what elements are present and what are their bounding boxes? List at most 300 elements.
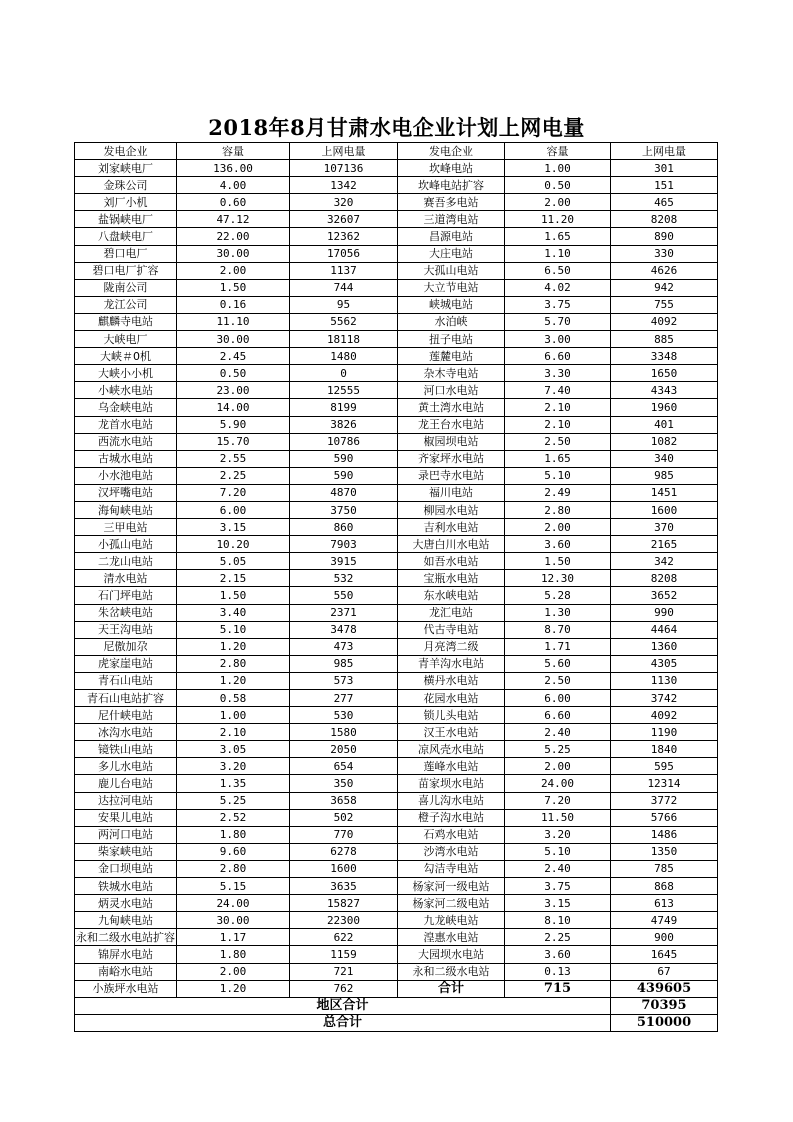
company-cell: 炳灵水电站 xyxy=(75,895,177,912)
capacity-cell: 7.20 xyxy=(177,484,290,501)
company-cell: 杨家河一级电站 xyxy=(398,878,505,895)
energy-cell: 3915 xyxy=(290,553,398,570)
capacity-cell: 4.02 xyxy=(505,279,611,296)
energy-cell: 12555 xyxy=(290,382,398,399)
energy-cell: 1580 xyxy=(290,724,398,741)
capacity-cell: 12.30 xyxy=(505,570,611,587)
company-cell: 莲峰水电站 xyxy=(398,758,505,775)
energy-cell: 1159 xyxy=(290,946,398,963)
company-cell: 凉风壳水电站 xyxy=(398,741,505,758)
company-cell: 花园水电站 xyxy=(398,690,505,707)
energy-cell: 340 xyxy=(611,450,718,467)
table-row xyxy=(75,775,718,792)
col-header-energy-1: 上网电量 xyxy=(290,143,398,160)
energy-cell: 721 xyxy=(290,963,398,980)
energy-cell: 107136 xyxy=(290,160,398,177)
energy-cell: 1190 xyxy=(611,724,718,741)
energy-cell: 330 xyxy=(611,245,718,262)
capacity-cell: 2.25 xyxy=(177,467,290,484)
capacity-cell: 2.52 xyxy=(177,809,290,826)
table-row xyxy=(75,279,718,296)
company-cell: 莲麓电站 xyxy=(398,348,505,365)
company-cell: 陇南公司 xyxy=(75,279,177,296)
company-cell: 如吾水电站 xyxy=(398,553,505,570)
energy-cell: 1350 xyxy=(611,843,718,860)
energy-cell: 573 xyxy=(290,672,398,689)
energy-cell: 5562 xyxy=(290,313,398,330)
capacity-cell: 0.58 xyxy=(177,690,290,707)
col-header-capacity-2: 容量 xyxy=(505,143,611,160)
capacity-cell: 30.00 xyxy=(177,331,290,348)
company-cell: 小族坪水电站 xyxy=(75,980,177,997)
energy-cell: 530 xyxy=(290,707,398,724)
capacity-cell: 136.00 xyxy=(177,160,290,177)
energy-cell: 590 xyxy=(290,450,398,467)
capacity-cell: 3.15 xyxy=(505,895,611,912)
table-row xyxy=(75,365,718,382)
energy-cell: 4626 xyxy=(611,262,718,279)
company-cell: 刘家峡电厂 xyxy=(75,160,177,177)
energy-cell: 1960 xyxy=(611,399,718,416)
table-row xyxy=(75,433,718,450)
table-row xyxy=(75,177,718,194)
capacity-cell: 23.00 xyxy=(177,382,290,399)
capacity-cell: 1.71 xyxy=(505,638,611,655)
company-cell: 月亮湾二级 xyxy=(398,638,505,655)
energy-cell: 3742 xyxy=(611,690,718,707)
energy-cell: 985 xyxy=(290,655,398,672)
table-row xyxy=(75,690,718,707)
energy-cell: 942 xyxy=(611,279,718,296)
company-cell: 录巴寺水电站 xyxy=(398,467,505,484)
table-row xyxy=(75,963,718,980)
energy-cell: 3772 xyxy=(611,792,718,809)
company-cell: 金口坝电站 xyxy=(75,860,177,877)
energy-cell: 1480 xyxy=(290,348,398,365)
energy-cell: 465 xyxy=(611,194,718,211)
table-row xyxy=(75,570,718,587)
capacity-cell: 1.20 xyxy=(177,980,290,997)
company-cell: 南峪水电站 xyxy=(75,963,177,980)
table-row xyxy=(75,313,718,330)
capacity-cell: 1.50 xyxy=(177,587,290,604)
energy-cell: 32607 xyxy=(290,211,398,228)
company-cell: 吉利水电站 xyxy=(398,519,505,536)
capacity-cell: 2.00 xyxy=(505,758,611,775)
energy-cell: 320 xyxy=(290,194,398,211)
capacity-cell: 5.70 xyxy=(505,313,611,330)
region-total-row-value: 70395 xyxy=(611,997,718,1014)
capacity-cell: 1.65 xyxy=(505,228,611,245)
table-row xyxy=(75,399,718,416)
company-cell: 海甸峡电站 xyxy=(75,501,177,518)
capacity-cell: 6.60 xyxy=(505,348,611,365)
energy-cell: 622 xyxy=(290,929,398,946)
company-cell: 古城水电站 xyxy=(75,450,177,467)
company-cell: 盐锅峡电厂 xyxy=(75,211,177,228)
col-header-company-1: 发电企业 xyxy=(75,143,177,160)
capacity-cell: 6.00 xyxy=(177,501,290,518)
company-cell: 齐家坪水电站 xyxy=(398,450,505,467)
table-row xyxy=(75,843,718,860)
table-row xyxy=(75,741,718,758)
energy-cell: 1342 xyxy=(290,177,398,194)
company-cell: 扭子电站 xyxy=(398,331,505,348)
energy-cell: 12362 xyxy=(290,228,398,245)
company-cell: 椒园坝电站 xyxy=(398,433,505,450)
company-cell: 橙子沟水电站 xyxy=(398,809,505,826)
energy-cell: 1600 xyxy=(290,860,398,877)
table-row xyxy=(75,160,718,177)
energy-cell: 4464 xyxy=(611,621,718,638)
energy-cell: 473 xyxy=(290,638,398,655)
company-cell: 安果儿电站 xyxy=(75,809,177,826)
capacity-cell: 2.50 xyxy=(505,672,611,689)
company-cell: 龙汇电站 xyxy=(398,604,505,621)
energy-cell: 15827 xyxy=(290,895,398,912)
capacity-cell: 9.60 xyxy=(177,843,290,860)
capacity-cell: 2.80 xyxy=(177,860,290,877)
energy-cell: 10786 xyxy=(290,433,398,450)
capacity-cell: 6.00 xyxy=(505,690,611,707)
company-cell: 尼傲加尕 xyxy=(75,638,177,655)
energy-cell: 590 xyxy=(290,467,398,484)
company-cell: 汉坪嘴电站 xyxy=(75,484,177,501)
capacity-cell: 1.20 xyxy=(177,672,290,689)
energy-cell: 8208 xyxy=(611,211,718,228)
capacity-cell: 1.00 xyxy=(505,160,611,177)
company-cell: 清水电站 xyxy=(75,570,177,587)
table-row xyxy=(75,416,718,433)
company-cell: 九龙峡电站 xyxy=(398,912,505,929)
capacity-cell: 22.00 xyxy=(177,228,290,245)
capacity-cell: 2.40 xyxy=(505,724,611,741)
capacity-cell: 4.00 xyxy=(177,177,290,194)
subtotal-capacity: 715 xyxy=(505,980,611,997)
table-row xyxy=(75,860,718,877)
energy-cell: 8199 xyxy=(290,399,398,416)
page-title: 2018年8月甘肃水电企业计划上网电量 xyxy=(208,115,585,140)
energy-cell: 22300 xyxy=(290,912,398,929)
company-cell: 大唐白川水电站 xyxy=(398,536,505,553)
company-cell: 多儿水电站 xyxy=(75,758,177,775)
energy-cell: 860 xyxy=(290,519,398,536)
capacity-cell: 1.65 xyxy=(505,450,611,467)
company-cell: 二龙山电站 xyxy=(75,553,177,570)
energy-cell: 595 xyxy=(611,758,718,775)
capacity-cell: 5.28 xyxy=(505,587,611,604)
table-row xyxy=(75,895,718,912)
company-cell: 碧口电厂扩容 xyxy=(75,262,177,279)
table-row xyxy=(75,296,718,313)
table-row xyxy=(75,348,718,365)
capacity-cell: 1.80 xyxy=(177,826,290,843)
capacity-cell: 1.00 xyxy=(177,707,290,724)
energy-cell: 532 xyxy=(290,570,398,587)
table-row xyxy=(75,604,718,621)
capacity-cell: 2.80 xyxy=(177,655,290,672)
energy-cell: 890 xyxy=(611,228,718,245)
table-row xyxy=(75,587,718,604)
energy-cell: 990 xyxy=(611,604,718,621)
energy-cell: 12314 xyxy=(611,775,718,792)
company-cell: 赛吾多电站 xyxy=(398,194,505,211)
col-header-energy-2: 上网电量 xyxy=(611,143,718,160)
company-cell: 青石山电站 xyxy=(75,672,177,689)
energy-cell: 2371 xyxy=(290,604,398,621)
table-row xyxy=(75,484,718,501)
capacity-cell: 2.25 xyxy=(505,929,611,946)
table-row xyxy=(75,467,718,484)
capacity-cell: 0.50 xyxy=(505,177,611,194)
capacity-cell: 1.80 xyxy=(177,946,290,963)
company-cell: 小水池电站 xyxy=(75,467,177,484)
company-cell: 虎家崖电站 xyxy=(75,655,177,672)
company-cell: 代古寺电站 xyxy=(398,621,505,638)
table-row xyxy=(75,382,718,399)
company-cell: 沙湾水电站 xyxy=(398,843,505,860)
capacity-cell: 5.10 xyxy=(505,843,611,860)
grand-total-row-value: 510000 xyxy=(611,1014,718,1031)
company-cell: 水泊峡 xyxy=(398,313,505,330)
energy-cell: 277 xyxy=(290,690,398,707)
company-cell: 刘厂小机 xyxy=(75,194,177,211)
energy-cell: 4749 xyxy=(611,912,718,929)
energy-cell: 5766 xyxy=(611,809,718,826)
energy-cell: 1130 xyxy=(611,672,718,689)
table-row xyxy=(75,331,718,348)
energy-cell: 1082 xyxy=(611,433,718,450)
energy-cell: 67 xyxy=(611,963,718,980)
energy-cell: 301 xyxy=(611,160,718,177)
company-cell: 河口水电站 xyxy=(398,382,505,399)
capacity-cell: 30.00 xyxy=(177,912,290,929)
capacity-cell: 24.00 xyxy=(177,895,290,912)
capacity-cell: 3.60 xyxy=(505,946,611,963)
grand-total-row-label: 总合计 xyxy=(75,1014,611,1031)
capacity-cell: 3.40 xyxy=(177,604,290,621)
subtotal-row xyxy=(75,980,718,997)
capacity-cell: 2.40 xyxy=(505,860,611,877)
company-cell: 大峡＃0机 xyxy=(75,348,177,365)
energy-cell: 3478 xyxy=(290,621,398,638)
capacity-cell: 14.00 xyxy=(177,399,290,416)
capacity-cell: 1.50 xyxy=(177,279,290,296)
table-row xyxy=(75,228,718,245)
capacity-cell: 5.10 xyxy=(177,621,290,638)
energy-cell: 3348 xyxy=(611,348,718,365)
capacity-cell: 3.00 xyxy=(505,331,611,348)
col-header-capacity-1: 容量 xyxy=(177,143,290,160)
company-cell: 永和二级水电站扩容 xyxy=(75,929,177,946)
energy-cell: 2165 xyxy=(611,536,718,553)
company-cell: 金珠公司 xyxy=(75,177,177,194)
energy-cell: 1650 xyxy=(611,365,718,382)
company-cell: 龙首水电站 xyxy=(75,416,177,433)
company-cell: 乌金峡电站 xyxy=(75,399,177,416)
company-cell: 大园坝水电站 xyxy=(398,946,505,963)
energy-cell: 1600 xyxy=(611,501,718,518)
energy-cell: 744 xyxy=(290,279,398,296)
company-cell: 福川电站 xyxy=(398,484,505,501)
energy-cell: 613 xyxy=(611,895,718,912)
company-cell: 大立节电站 xyxy=(398,279,505,296)
capacity-cell: 0.16 xyxy=(177,296,290,313)
energy-cell: 654 xyxy=(290,758,398,775)
company-cell: 石门坪电站 xyxy=(75,587,177,604)
energy-cell: 868 xyxy=(611,878,718,895)
table-row xyxy=(75,245,718,262)
table-row xyxy=(75,211,718,228)
capacity-cell: 1.30 xyxy=(505,604,611,621)
company-cell: 横丹水电站 xyxy=(398,672,505,689)
capacity-cell: 30.00 xyxy=(177,245,290,262)
company-cell: 昌源电站 xyxy=(398,228,505,245)
company-cell: 湟惠水电站 xyxy=(398,929,505,946)
company-cell: 三甲电站 xyxy=(75,519,177,536)
company-cell: 杂木寺电站 xyxy=(398,365,505,382)
energy-cell: 1451 xyxy=(611,484,718,501)
table-row xyxy=(75,519,718,536)
energy-cell: 550 xyxy=(290,587,398,604)
header-row xyxy=(75,143,718,160)
table-row xyxy=(75,809,718,826)
table-row xyxy=(75,878,718,895)
company-cell: 铁城水电站 xyxy=(75,878,177,895)
capacity-cell: 1.20 xyxy=(177,638,290,655)
capacity-cell: 1.10 xyxy=(505,245,611,262)
capacity-cell: 0.50 xyxy=(177,365,290,382)
capacity-cell: 24.00 xyxy=(505,775,611,792)
capacity-cell: 2.00 xyxy=(505,194,611,211)
company-cell: 永和二级水电站 xyxy=(398,963,505,980)
energy-cell: 7903 xyxy=(290,536,398,553)
capacity-cell: 2.10 xyxy=(505,399,611,416)
energy-cell: 2050 xyxy=(290,741,398,758)
capacity-cell: 3.20 xyxy=(505,826,611,843)
capacity-cell: 5.25 xyxy=(505,741,611,758)
capacity-cell: 8.10 xyxy=(505,912,611,929)
energy-cell: 95 xyxy=(290,296,398,313)
table-row xyxy=(75,929,718,946)
company-cell: 达拉河电站 xyxy=(75,792,177,809)
energy-cell: 1360 xyxy=(611,638,718,655)
company-cell: 碧口电厂 xyxy=(75,245,177,262)
subtotal-label: 合计 xyxy=(398,980,505,997)
company-cell: 鹿儿台电站 xyxy=(75,775,177,792)
capacity-cell: 8.70 xyxy=(505,621,611,638)
energy-cell: 342 xyxy=(611,553,718,570)
capacity-cell: 2.10 xyxy=(505,416,611,433)
capacity-cell: 11.20 xyxy=(505,211,611,228)
energy-cell: 4305 xyxy=(611,655,718,672)
capacity-cell: 1.17 xyxy=(177,929,290,946)
energy-cell: 401 xyxy=(611,416,718,433)
company-cell: 大孤山电站 xyxy=(398,262,505,279)
capacity-cell: 5.60 xyxy=(505,655,611,672)
company-cell: 两河口电站 xyxy=(75,826,177,843)
table-row xyxy=(75,501,718,518)
table-row xyxy=(75,655,718,672)
energy-cell: 4343 xyxy=(611,382,718,399)
company-cell: 冰沟水电站 xyxy=(75,724,177,741)
energy-cell: 900 xyxy=(611,929,718,946)
company-cell: 西流水电站 xyxy=(75,433,177,450)
table-row xyxy=(75,553,718,570)
capacity-cell: 7.40 xyxy=(505,382,611,399)
energy-cell: 370 xyxy=(611,519,718,536)
energy-cell: 762 xyxy=(290,980,398,997)
energy-cell: 3826 xyxy=(290,416,398,433)
capacity-cell: 2.00 xyxy=(505,519,611,536)
energy-cell: 1137 xyxy=(290,262,398,279)
company-cell: 黄土湾水电站 xyxy=(398,399,505,416)
region-total-row xyxy=(75,997,718,1014)
company-cell: 石鸡水电站 xyxy=(398,826,505,843)
company-cell: 麒麟寺电站 xyxy=(75,313,177,330)
energy-cell: 151 xyxy=(611,177,718,194)
energy-cell: 1645 xyxy=(611,946,718,963)
energy-cell: 755 xyxy=(611,296,718,313)
company-cell: 龙江公司 xyxy=(75,296,177,313)
table-row xyxy=(75,638,718,655)
capacity-cell: 3.20 xyxy=(177,758,290,775)
company-cell: 东水峡电站 xyxy=(398,587,505,604)
energy-cell: 770 xyxy=(290,826,398,843)
energy-cell: 4092 xyxy=(611,707,718,724)
energy-cell: 0 xyxy=(290,365,398,382)
energy-cell: 785 xyxy=(611,860,718,877)
energy-cell: 885 xyxy=(611,331,718,348)
capacity-cell: 3.05 xyxy=(177,741,290,758)
energy-cell: 1840 xyxy=(611,741,718,758)
table-row xyxy=(75,450,718,467)
company-cell: 朱岔峡电站 xyxy=(75,604,177,621)
company-cell: 青石山电站扩容 xyxy=(75,690,177,707)
capacity-cell: 0.60 xyxy=(177,194,290,211)
table-row xyxy=(75,946,718,963)
table-row xyxy=(75,758,718,775)
energy-cell: 6278 xyxy=(290,843,398,860)
energy-cell: 4092 xyxy=(611,313,718,330)
subtotal-energy: 439605 xyxy=(611,980,718,997)
capacity-cell: 2.45 xyxy=(177,348,290,365)
company-cell: 喜儿沟水电站 xyxy=(398,792,505,809)
company-cell: 锁儿头电站 xyxy=(398,707,505,724)
table-row xyxy=(75,707,718,724)
capacity-cell: 5.05 xyxy=(177,553,290,570)
energy-cell: 3750 xyxy=(290,501,398,518)
company-cell: 镜铁山电站 xyxy=(75,741,177,758)
company-cell: 苗家坝水电站 xyxy=(398,775,505,792)
company-cell: 汉王水电站 xyxy=(398,724,505,741)
energy-cell: 350 xyxy=(290,775,398,792)
table-row xyxy=(75,262,718,279)
company-cell: 勾洁寺电站 xyxy=(398,860,505,877)
company-cell: 大峡小小机 xyxy=(75,365,177,382)
capacity-cell: 10.20 xyxy=(177,536,290,553)
energy-cell: 18118 xyxy=(290,331,398,348)
col-header-company-2: 发电企业 xyxy=(398,143,505,160)
energy-cell: 1486 xyxy=(611,826,718,843)
table-row xyxy=(75,792,718,809)
table-row xyxy=(75,826,718,843)
capacity-cell: 5.25 xyxy=(177,792,290,809)
company-cell: 柳园水电站 xyxy=(398,501,505,518)
capacity-cell: 5.15 xyxy=(177,878,290,895)
grand-total-row xyxy=(75,1014,718,1031)
capacity-cell: 2.15 xyxy=(177,570,290,587)
